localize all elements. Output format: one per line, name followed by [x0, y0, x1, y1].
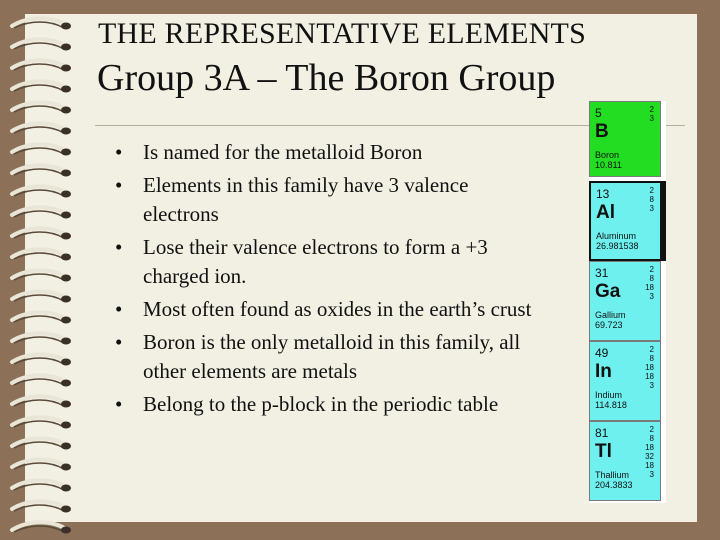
bullet-item: • Is named for the metalloid Boron	[113, 138, 533, 167]
element-name: Gallium	[595, 310, 626, 320]
binding-hole	[61, 443, 71, 450]
atomic-number: 81	[595, 426, 609, 440]
binding-hole	[61, 128, 71, 135]
bullet-item: • Belong to the p-block in the periodic table	[113, 390, 533, 419]
element-name: Thallium	[595, 470, 630, 480]
bullet-item: • Most often found as oxides in the earth’s crust	[113, 295, 533, 324]
element-cell-aluminum	[589, 181, 666, 261]
element-symbol: B	[595, 121, 609, 142]
element-cell-indium	[589, 341, 661, 421]
binding-hole	[61, 401, 71, 408]
binding-hole	[61, 23, 71, 30]
binding-hole	[61, 359, 71, 366]
atomic-mass: 26.981538	[596, 241, 639, 251]
binding-hole	[61, 485, 71, 492]
element-symbol: Ga	[595, 281, 621, 302]
electron-shells: 2 3	[649, 105, 654, 123]
slide-title: THE REPRESENTATIVE ELEMENTS	[98, 17, 586, 50]
element-name: Boron	[595, 150, 620, 160]
binding-hole	[61, 506, 71, 513]
element-symbol: Tl	[595, 441, 612, 462]
atomic-mass: 204.3833	[595, 480, 633, 490]
binding-hole	[61, 107, 71, 114]
electron-shells: 2 8 18 32 18 3	[645, 425, 654, 479]
bullet-list	[113, 138, 533, 423]
atomic-mass: 10.811	[595, 160, 622, 170]
slide-subtitle: Group 3A – The Boron Group	[97, 57, 556, 99]
bullet-item: • Boron is the only metalloid in this family, all other elements are metals	[113, 328, 533, 386]
element-name: Indium	[595, 390, 623, 400]
binding-hole	[61, 422, 71, 429]
bullet-item: • Elements in this family have 3 valence electrons	[113, 171, 533, 229]
element-symbol: Al	[596, 202, 615, 223]
atomic-mass: 114.818	[595, 400, 627, 410]
binding-hole	[61, 170, 71, 177]
atomic-number: 31	[595, 266, 609, 280]
periodic-table-column	[589, 101, 666, 503]
element-cell-boron	[589, 101, 661, 177]
binding-hole	[61, 44, 71, 51]
element-name: Aluminum	[596, 231, 637, 241]
binding-hole	[61, 191, 71, 198]
binding-hole	[61, 464, 71, 471]
binding-hole	[61, 65, 71, 72]
binding-hole	[61, 212, 71, 219]
binding-hole	[61, 317, 71, 324]
atomic-mass: 69.723	[595, 320, 623, 330]
electron-shells: 2 8 3	[649, 186, 654, 213]
element-cell-gallium	[589, 261, 661, 341]
binding-hole	[61, 275, 71, 282]
binding-hole	[61, 233, 71, 240]
electron-shells: 2 8 18 18 3	[645, 345, 654, 390]
element-symbol: In	[595, 361, 612, 382]
spiral-binding-icon	[0, 0, 80, 540]
atomic-number: 5	[595, 106, 602, 120]
binding-hole	[61, 296, 71, 303]
binding-hole	[61, 338, 71, 345]
binding-hole	[61, 86, 71, 93]
atomic-number: 49	[595, 346, 609, 360]
binding-hole	[61, 380, 71, 387]
binding-hole	[61, 527, 71, 534]
element-cell-thallium	[589, 421, 661, 501]
bullet-item: • Lose their valence electrons to form a +3 charged ion.	[113, 233, 533, 291]
electron-shells: 2 8 18 3	[645, 265, 654, 301]
binding-hole	[61, 149, 71, 156]
atomic-number: 13	[596, 187, 610, 201]
binding-hole	[61, 254, 71, 261]
